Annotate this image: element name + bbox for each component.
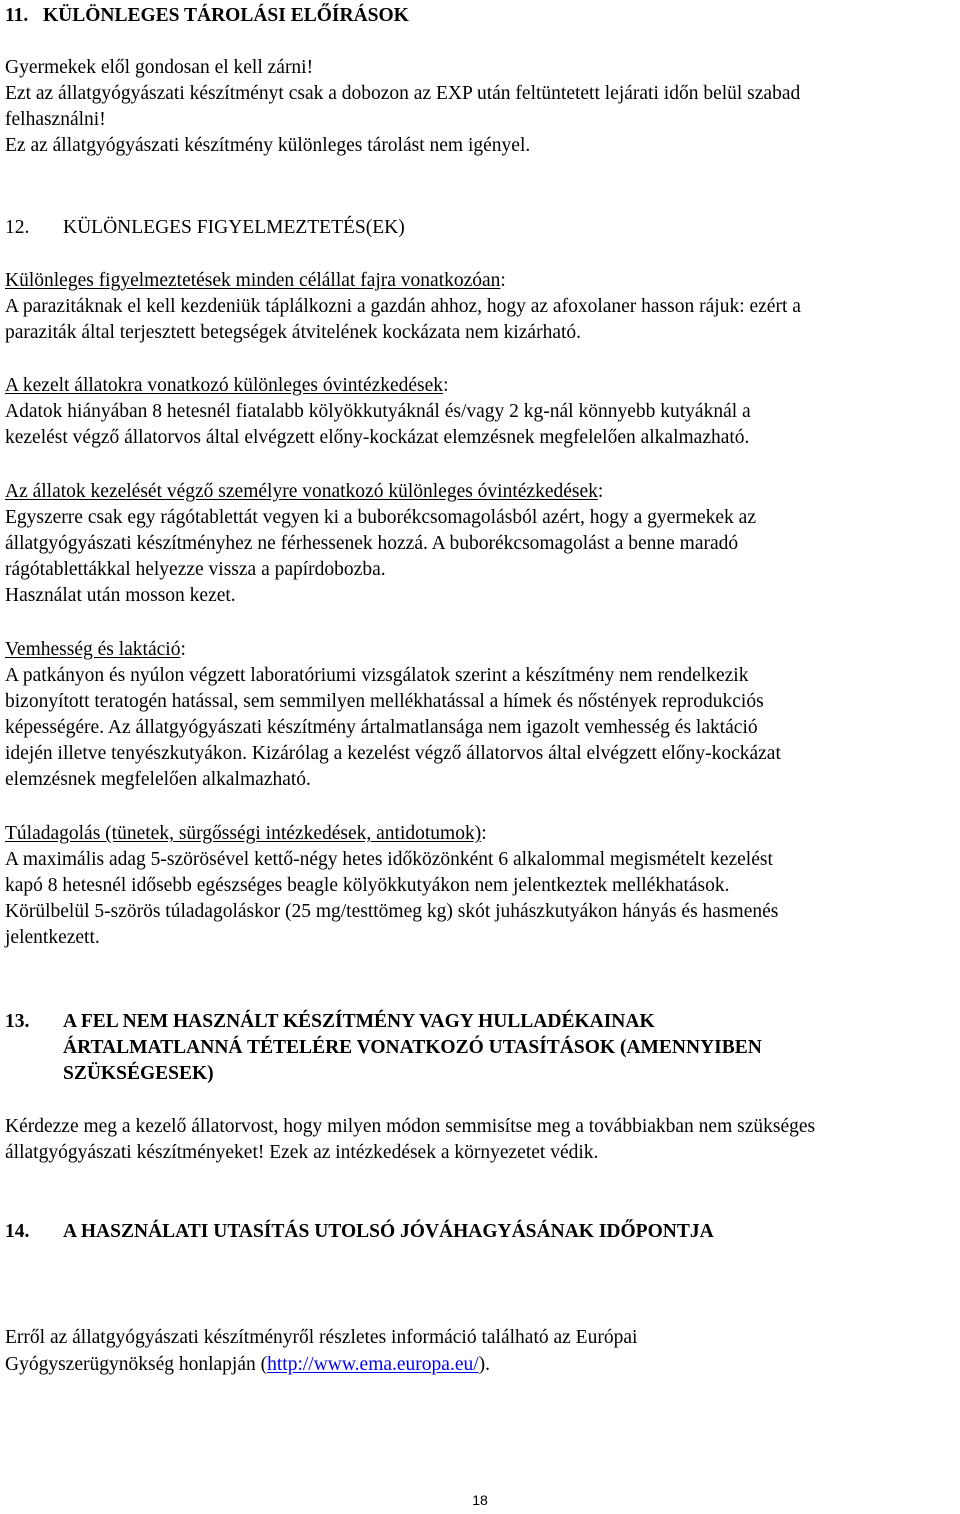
section-number: 11. <box>5 5 29 26</box>
paragraph-line: jelentkezett. <box>5 927 100 948</box>
paragraph-line: Gyermekek elől gondosan el kell zárni! <box>5 57 314 78</box>
paragraph-line: bizonyított teratogén hatással, sem semmilyen mellékhatással a hímek és nőstények reprodukciós <box>5 691 764 712</box>
section-12-title: KÜLÖNLEGES FIGYELMEZTETÉS(EK) <box>63 217 405 238</box>
section-number: 14. <box>5 1221 30 1242</box>
paragraph-line: Ez az állatgyógyászati készítmény különleges tárolást nem igényel. <box>5 135 531 156</box>
section-13-title-line: SZÜKSÉGESEK) <box>63 1063 214 1084</box>
paragraph-line: kapó 8 hetesnél idősebb egészséges beagle kölyökkutyákon nem jelentkeztek mellékhatások. <box>5 875 730 896</box>
section-11-heading <box>5 3 409 29</box>
section-title: KÜLÖNLEGES TÁROLÁSI ELŐÍRÁSOK <box>42 5 409 26</box>
section-13-title-line: A FEL NEM HASZNÁLT KÉSZÍTMÉNY VAGY HULLADÉKAINAK <box>63 1011 655 1032</box>
paragraph-line: idején illetve tenyészkutyákon. Kizárólag a kezelést végző állatorvos által elvégzett előny-kockázat <box>5 743 781 764</box>
paragraph-line: Körülbelül 5-szörös túladagoláskor (25 mg/testtömeg kg) skót juhászkutyákon hányás és hasmenés <box>5 901 779 922</box>
paragraph-line: felhasználni! <box>5 109 106 130</box>
paragraph-line: Erről az állatgyógyászati készítményről részletes információ található az Európai <box>5 1327 638 1348</box>
paragraph-line: Adatok hiányában 8 hetesnél fiatalabb kölyökkutyáknál és/vagy 2 kg-nál könnyebb kutyáknál a <box>5 401 751 422</box>
page-number: 18 <box>472 1492 488 1508</box>
paragraph-line: elemzésnek megfelelően alkalmazható. <box>5 769 311 790</box>
subheading: Különleges figyelmeztetések minden célállat fajra vonatkozóan: <box>5 270 506 291</box>
paragraph-line: Kérdezze meg a kezelő állatorvost, hogy milyen módon semmisítse meg a továbbiakban nem szükséges <box>5 1116 816 1137</box>
paragraph-line: állatgyógyászati készítményhez ne férhessenek hozzá. A buborékcsomagolást a benne maradó <box>5 533 739 554</box>
paragraph-line: rágótablettákkal helyezze vissza a papírdobozba. <box>5 559 386 580</box>
paragraph-line: A maximális adag 5-szörösével kettő-négy hetes időközönként 6 alkalommal megismételt kezelést <box>5 849 773 870</box>
subheading: Vemhesség és laktáció: <box>5 639 186 660</box>
paragraph-line: A parazitáknak el kell kezdeniük táplálkozni a gazdán ahhoz, hogy az afoxolaner hasson rájuk: ezért a <box>5 296 801 317</box>
subheading: Túladagolás (tünetek, sürgősségi intézkedések, antidotumok): <box>5 823 487 844</box>
paragraph-line: Gyógyszerügynökség honlapján (http://www.ema.europa.eu/). <box>5 1354 491 1375</box>
paragraph-line: képességére. Az állatgyógyászati készítmény ártalmatlansága nem igazolt vemhesség és laktáció <box>5 717 758 738</box>
section-number: 13. <box>5 1011 30 1032</box>
paragraph-line: Ezt az állatgyógyászati készítményt csak a dobozon az EXP után feltüntetett lejárati időn belül szabad <box>5 83 801 104</box>
paragraph-line: állatgyógyászati készítményeket! Ezek az intézkedések a környezetet védik. <box>5 1142 599 1163</box>
subheading: A kezelt állatokra vonatkozó különleges óvintézkedések: <box>5 375 449 396</box>
section-13-title-line: ÁRTALMATLANNÁ TÉTELÉRE VONATKOZÓ UTASÍTÁSOK (AMENNYIBEN <box>63 1037 762 1058</box>
subheading: Az állatok kezelését végző személyre vonatkozó különleges óvintézkedések: <box>5 481 604 502</box>
paragraph-line: Használat után mosson kezet. <box>5 585 236 606</box>
ema-website-link[interactable]: http://www.ema.europa.eu/ <box>267 1354 479 1375</box>
section-number: 12. <box>5 217 30 238</box>
paragraph-line: Egyszerre csak egy rágótablettát vegyen ki a buborékcsomagolásból azért, hogy a gyermekek az <box>5 507 756 528</box>
section-14-title: A HASZNÁLATI UTASÍTÁS UTOLSÓ JÓVÁHAGYÁSÁNAK IDŐPONTJA <box>63 1221 714 1242</box>
paragraph-line: kezelést végző állatorvos által elvégzett előny-kockázat elemzésnek megfelelően alkalmazható. <box>5 427 750 448</box>
paragraph-line: A patkányon és nyúlon végzett laboratóriumi vizsgálatok szerint a készítmény nem rendelkezik <box>5 665 749 686</box>
paragraph-line: paraziták által terjesztett betegségek átvitelének kockázata nem kizárható. <box>5 322 582 343</box>
